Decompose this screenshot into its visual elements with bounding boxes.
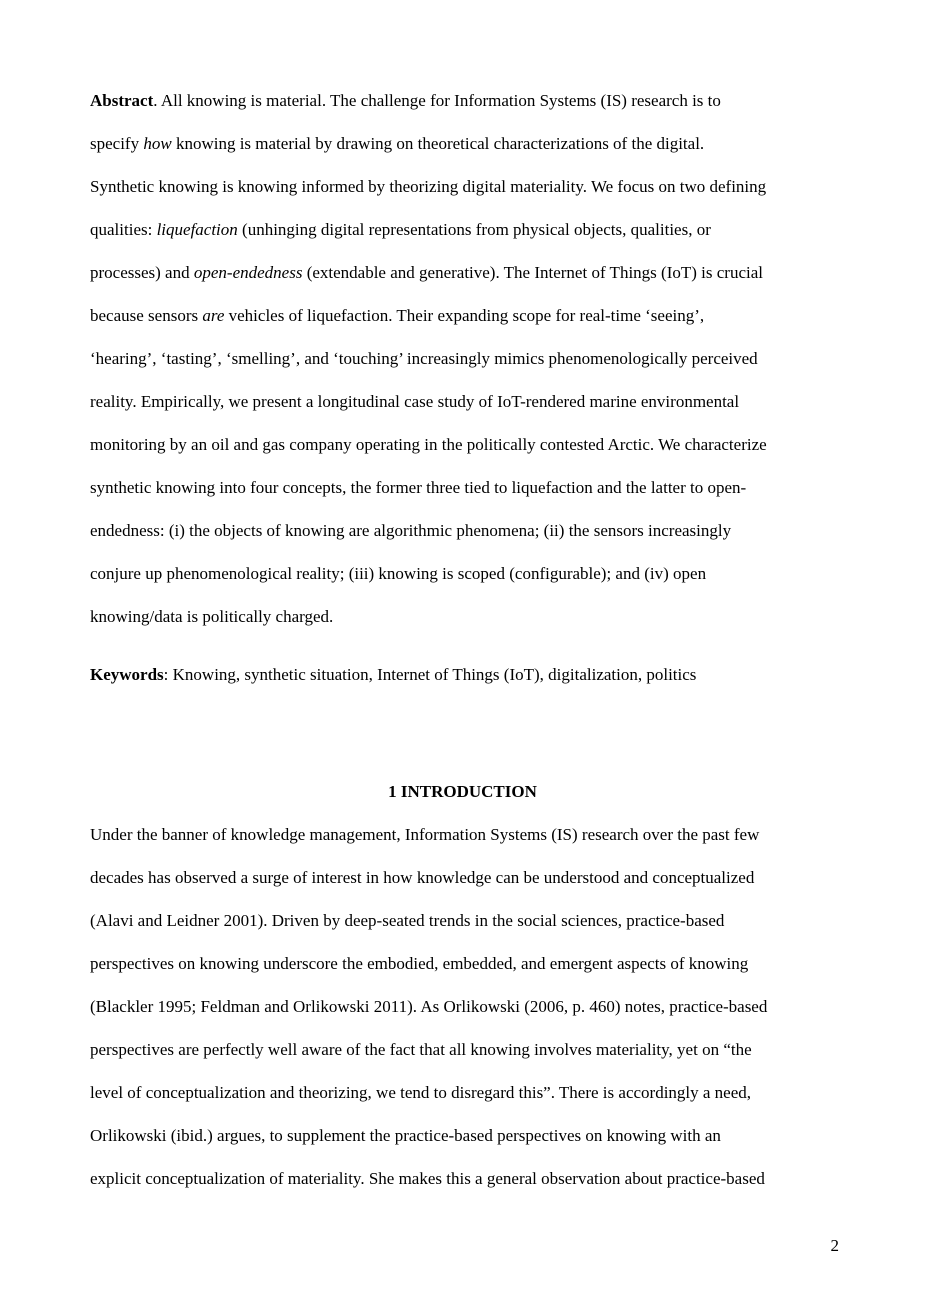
abstract-line-10: synthetic knowing into four concepts, the former three tied to liquefaction and the latter to open- (90, 478, 747, 497)
abstract-line-7: ‘hearing’, ‘tasting’, ‘smelling’, and ‘touching’ increasingly mimics phenomenologically perceived (90, 349, 758, 368)
abstract-line-8: reality. Empirically, we present a longitudinal case study of IoT-rendered marine environmental (90, 392, 740, 411)
abstract-line-4: qualities: liquefaction (unhinging digital representations from physical objects, qualities, or (90, 220, 711, 239)
abstract-line-5: processes) and open-endedness (extendable and generative). The Internet of Things (IoT) is crucial (90, 263, 763, 282)
abstract-line-3: Synthetic knowing is knowing informed by theorizing digital materiality. We focus on two defining (90, 177, 767, 196)
abstract-line-9: monitoring by an oil and gas company operating in the politically contested Arctic. We characterize (90, 435, 767, 454)
intro-line-9: explicit conceptualization of materiality. She makes this a general observation about practice-based (90, 1169, 765, 1188)
page-number: 2 (830, 1236, 839, 1255)
intro-line-5: (Blackler 1995; Feldman and Orlikowski 2011). As Orlikowski (2006, p. 460) notes, practice-based (90, 997, 768, 1016)
abstract-line-11: endedness: (i) the objects of knowing are algorithmic phenomena; (ii) the sensors increasingly (90, 521, 732, 540)
intro-line-3: (Alavi and Leidner 2001). Driven by deep-seated trends in the social sciences, practice-based (90, 911, 725, 930)
abstract-line-12: conjure up phenomenological reality; (iii) knowing is scoped (configurable); and (iv) open (90, 564, 707, 583)
keywords-label: Keywords (90, 665, 164, 684)
intro-line-6: perspectives are perfectly well aware of the fact that all knowing involves materiality, yet on “the (90, 1040, 752, 1059)
intro-line-2: decades has observed a surge of interest in how knowledge can be understood and conceptualized (90, 868, 755, 887)
keywords-line (90, 665, 696, 685)
intro-line-1: Under the banner of knowledge management, Information Systems (IS) research over the past few (90, 825, 760, 844)
keywords-text: : Knowing, synthetic situation, Internet of Things (IoT), digitalization, politics (163, 665, 697, 684)
abstract-line-2: specify how knowing is material by drawing on theoretical characterizations of the digital. (90, 134, 705, 153)
section-heading: 1 INTRODUCTION (388, 782, 537, 801)
intro-line-7: level of conceptualization and theorizing, we tend to disregard this”. There is accordingly a need, (90, 1083, 752, 1102)
abstract-line-6: because sensors are vehicles of liquefaction. Their expanding scope for real-time ‘seeing’, (90, 306, 705, 325)
abstract-line-13: knowing/data is politically charged. (90, 607, 334, 626)
abstract-line-1: Abstract. All knowing is material. The challenge for Information Systems (IS) research is to (90, 91, 721, 110)
intro-line-4: perspectives on knowing underscore the embodied, embedded, and emergent aspects of knowing (90, 954, 749, 973)
intro-line-8: Orlikowski (ibid.) argues, to supplement the practice-based perspectives on knowing with an (90, 1126, 721, 1145)
abstract-label: Abstract (90, 91, 154, 110)
